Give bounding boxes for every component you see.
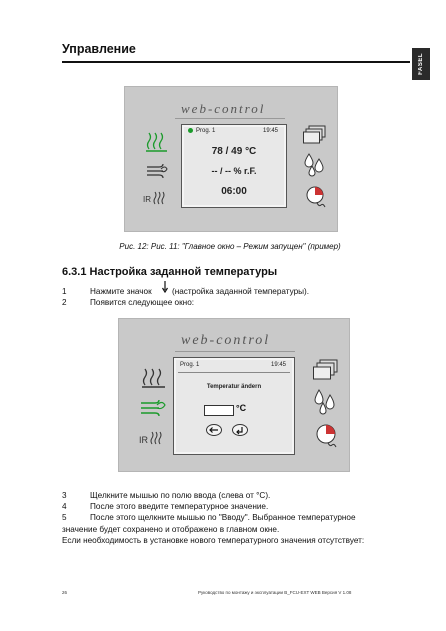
- programs-icon[interactable]: [313, 359, 339, 381]
- unit-label: °C: [236, 403, 247, 413]
- figure1-caption: Рис. 12: Рис. 11: "Главное окно – Режим запущен" (пример): [119, 242, 341, 251]
- screen-temp: 78 / 49 °C: [211, 146, 257, 157]
- screen-time: 19:45: [262, 128, 278, 134]
- heating-icon[interactable]: [145, 131, 169, 153]
- screen-prog: Prog. 1: [196, 128, 216, 134]
- step-number: 2: [62, 298, 67, 307]
- step-number: 5: [62, 513, 67, 522]
- back-arrow-icon[interactable]: [206, 424, 222, 436]
- brand-underline: [175, 351, 295, 352]
- figure2-brand: web-control: [181, 333, 271, 348]
- paragraph-line-2: Если необходимость в установке нового температурного значения отсутствует:: [62, 536, 365, 545]
- figure2-screen: [173, 357, 295, 455]
- step-text: Щелкните мышью по полю ввода (слева от °C).: [90, 491, 271, 500]
- step-text: Нажмите значок: [90, 287, 152, 296]
- status-dot-icon: [188, 128, 193, 135]
- humidity-icon[interactable]: [313, 389, 339, 417]
- step-text-after-icon: (настройка заданной температуры).: [172, 287, 310, 296]
- temperature-input[interactable]: [204, 405, 234, 416]
- screen-time: 19:45: [270, 362, 286, 368]
- step-text: После этого введите температурное значение.: [90, 502, 269, 511]
- figure1-screen: [181, 124, 287, 208]
- fan-icon[interactable]: [145, 161, 169, 181]
- screen-label: Temperatur ändern: [206, 384, 262, 390]
- fan-icon[interactable]: [139, 397, 167, 419]
- screen-header-rule: [178, 372, 290, 373]
- programs-icon[interactable]: [303, 125, 327, 145]
- timer-icon[interactable]: [305, 185, 327, 209]
- brand-logo: [412, 48, 430, 80]
- figure2-device-panel: [118, 318, 350, 472]
- step-number: 4: [62, 502, 67, 511]
- screen-humidity: -- / -- % r.F.: [211, 166, 257, 176]
- screen-timer: 06:00: [221, 186, 247, 197]
- screen-prog: Prog. 1: [180, 362, 200, 368]
- step-text: Появится следующее окно:: [90, 298, 195, 307]
- footer-document-title: Руководство по монтажу и эксплуатации B_FCU-EXT WEB Версия V 1.08: [198, 590, 352, 595]
- logo-text: FASEL: [418, 53, 424, 75]
- step-text: После этого щелкните мышью по "Вводу". Выбранное температурное: [90, 513, 356, 522]
- step-number: 3: [62, 491, 67, 500]
- figure1-device-panel: [124, 86, 338, 232]
- figure1-brand: web-control: [181, 101, 266, 116]
- svg-text:IR: IR: [143, 195, 151, 204]
- page-header-title: Управление: [62, 42, 136, 56]
- ir-icon[interactable]: [143, 189, 169, 209]
- ir-icon[interactable]: [139, 429, 167, 451]
- timer-icon[interactable]: [315, 423, 339, 449]
- brand-underline: [175, 118, 285, 119]
- enter-icon[interactable]: [232, 424, 248, 436]
- humidity-icon[interactable]: [303, 153, 327, 179]
- paragraph-line-1: значение будет сохранено и отображено в главном окне.: [62, 525, 280, 534]
- heating-icon[interactable]: [141, 367, 167, 389]
- step-number: 1: [62, 287, 67, 296]
- header-divider: [62, 61, 410, 63]
- set-temperature-icon: [162, 281, 168, 293]
- footer-page-number: 26: [62, 590, 68, 595]
- svg-text:IR: IR: [139, 435, 148, 445]
- section-title: 6.3.1 Настройка заданной температуры: [62, 266, 278, 278]
